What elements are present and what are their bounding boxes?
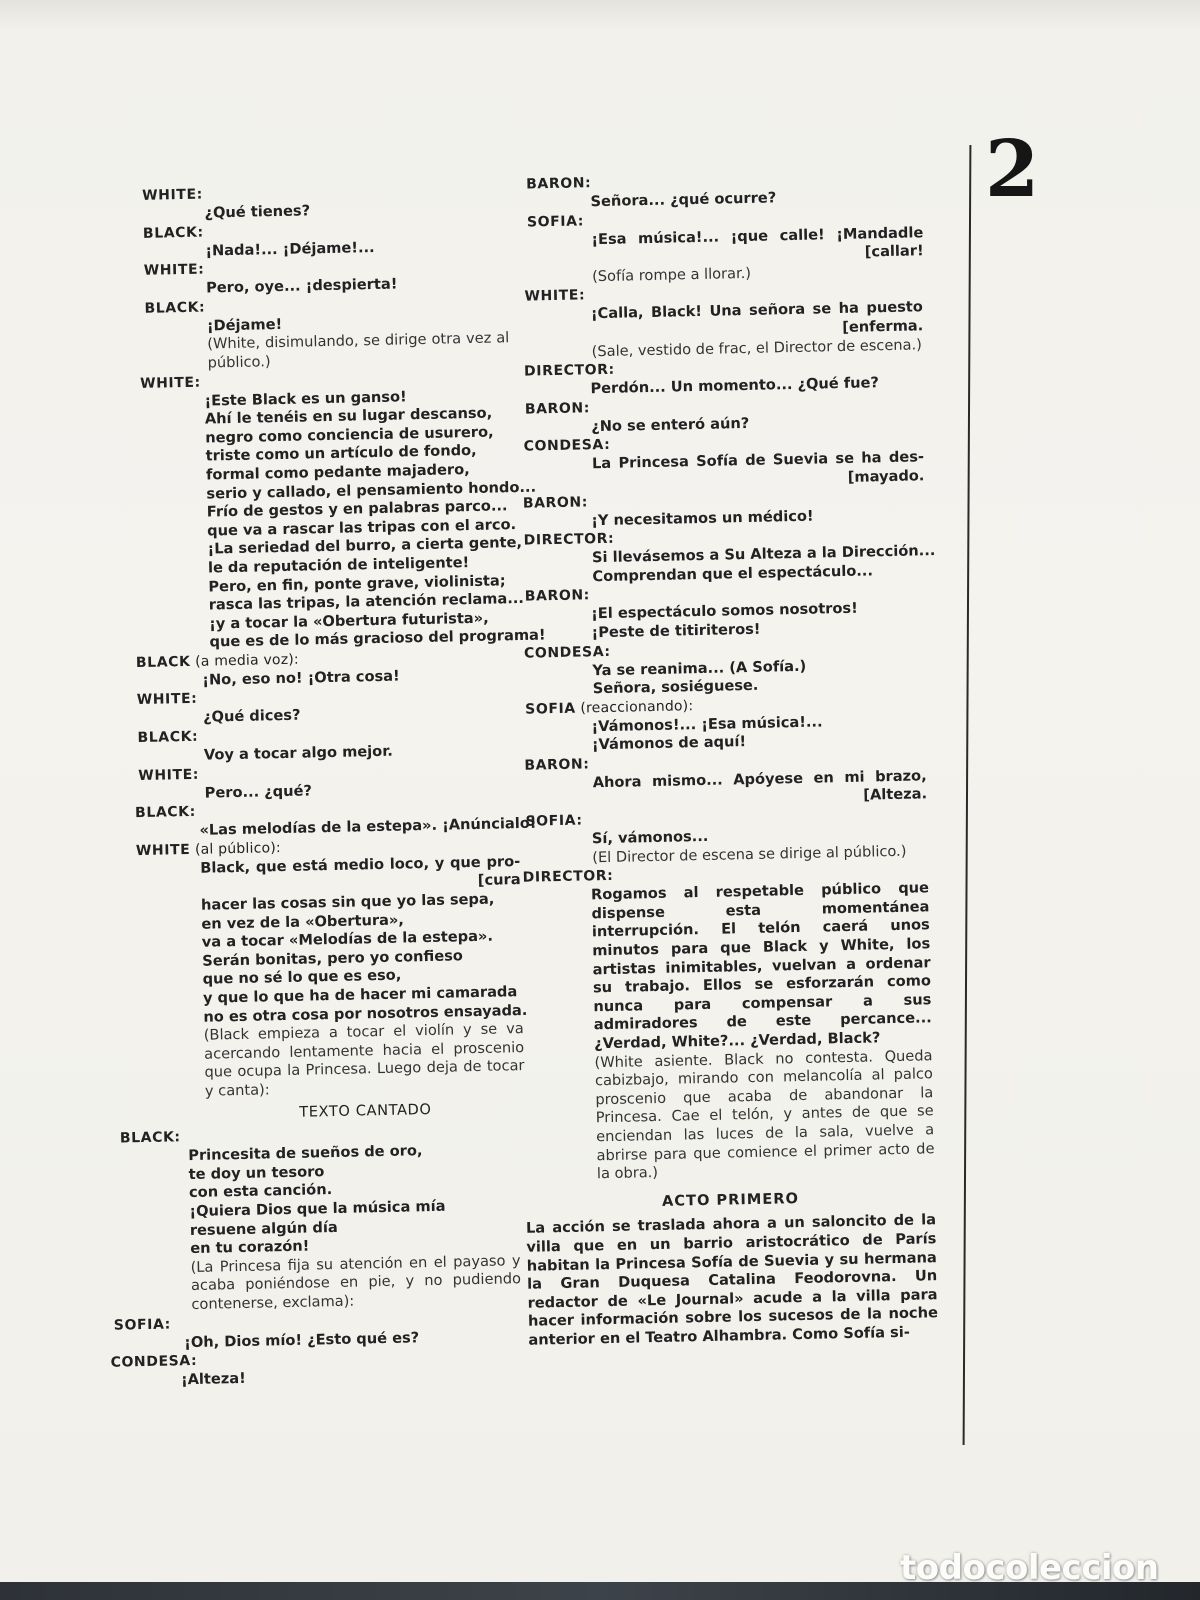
dialogue-line: que va a rascar las tripas con el arco. — [207, 515, 517, 540]
dialogue-line: Pero, en fin, ponte grave, violinista; — [208, 571, 506, 596]
stage-direction: (Sale, vestido de frac, el Director de escena.) — [591, 335, 923, 360]
dialogue-line: va a tocar «Melodías de la estepa». — [201, 927, 494, 951]
speaker-name: BLACK: — [144, 299, 206, 317]
dialogue-line: ¡Vámonos de aquí! — [591, 733, 747, 754]
dialogue-line: te doy un tesoro — [188, 1162, 325, 1183]
page-number: 2 — [985, 124, 1040, 215]
speaker-name: BLACK: — [134, 804, 197, 822]
dialogue-line: triste como un artículo de fondo, — [205, 442, 477, 465]
dialogue-line: ¡y a tocar la «Obertura futurista», — [208, 609, 489, 633]
left-text-column — [86, 179, 546, 1391]
speaker-name: DIRECTOR: — [523, 530, 615, 549]
speaker-name: BLACK: — [142, 224, 204, 242]
act-heading: ACTO PRIMERO — [661, 1189, 800, 1210]
speaker-name: BARON: — [526, 175, 592, 193]
dialogue-line: ¡La seriedad del burro, a cierta gente, — [207, 534, 523, 558]
speaker-name: CONDESA: — [523, 643, 611, 662]
dialogue-line-continuation: [Alteza. — [863, 785, 928, 805]
stage-direction: (El Director de escena se dirige al público.) — [592, 842, 907, 866]
dialogue-line: Voy a tocar algo mejor. — [203, 742, 394, 764]
dialogue-line: Black, que está medio loco, y que pro- — [200, 852, 521, 877]
dialogue-line: Comprendan que el espectáculo... — [592, 562, 874, 585]
dialogue-line: resuene algún día — [189, 1218, 338, 1239]
stage-direction: (Black empieza a tocar el violín y se va acercando lentamente hacia el proscenio que ocupa la Princesa. Luego deja de tocar y canta): — [203, 1020, 525, 1100]
speaker-name: SOFIA: — [525, 812, 583, 830]
dialogue-line: serio y callado, el pensamiento hondo... — [206, 478, 537, 503]
dialogue-line: formal como pedante majadero, — [205, 460, 470, 484]
dialogue-line: Ya se reanima... (A Sofía.) — [592, 657, 807, 679]
speaker-name: WHITE: — [138, 766, 200, 784]
watermark: todocoleccion — [900, 1548, 1159, 1588]
speaker-name: BLACK: — [137, 728, 199, 747]
right-text-column — [504, 167, 967, 1350]
dialogue-line: ¡Este Black es un ganso! — [204, 387, 407, 410]
dialogue-line: con esta canción. — [188, 1181, 333, 1202]
dialogue-line: ¡El espectáculo somos nosotros! — [591, 600, 858, 623]
dialogue-line: ¡Y necesitamos un médico! — [591, 507, 814, 529]
dialogue-line: que es de lo más gracioso del programa! — [209, 626, 546, 651]
speaker-name: SOFIA: — [113, 1315, 172, 1334]
speaker-name: BLACK: — [119, 1129, 181, 1147]
dialogue-line-continuation: [enferma. — [842, 317, 924, 336]
speaker-name: BARON: — [524, 587, 591, 605]
dialogue-line: ¡Nada!... ¡Déjame!... — [205, 238, 375, 260]
speaker-name: WHITE: — [524, 287, 586, 305]
stage-direction: (Sofía rompe a llorar.) — [591, 264, 752, 285]
speaker-name: SOFIA: — [526, 212, 585, 231]
dialogue-line-continuation: [cura — [477, 871, 521, 890]
speaker-name: WHITE: — [136, 691, 198, 709]
speaker-name: BARON: — [524, 756, 590, 774]
dialogue-line: ¡Vámonos!... ¡Esa música!... — [591, 713, 823, 735]
speaker-name: CONDESA: — [523, 437, 611, 455]
dialogue-line: y que lo que ha de hacer mi camarada — [202, 983, 518, 1007]
dialogue-line: en tu corazón! — [190, 1237, 310, 1258]
dialogue-line: ¡Quiera Dios que la música mía — [189, 1197, 446, 1220]
speaker-direction: (reaccionando): — [575, 697, 694, 717]
speaker-name: WHITE: — [139, 374, 201, 392]
dialogue-line: ¿Qué tienes? — [204, 202, 311, 222]
dialogue-line: ¡No, eso no! ¡Otra cosa! — [202, 667, 400, 689]
dialogue-line: ¡Peste de titiriteros! — [591, 620, 761, 642]
dialogue-line: Sí, vámonos... — [591, 827, 709, 848]
speaker-name: BARON: — [522, 493, 589, 512]
stage-direction: (La Princesa fija su atención en el payaso y acaba poniéndose en pie, y no pudiendo contenerse, exclama): — [190, 1251, 522, 1313]
paragraph: La acción se traslada ahora a un saloncito de la villa que en un barrio aristocrático de París habitan la Princesa Sofía de Suevia y su hermana la Gran Duquesa Catalina Feodorovna. Un redactor de «Le Journal» acude a la villa para hacer información sobre los sucesos de la noche anterior en el Teatro Alhambra. Como Sofía si- — [525, 1211, 939, 1349]
speaker-name: BARON: — [524, 400, 591, 418]
speaker-name: SOFIA — [525, 700, 576, 718]
section-heading: TEXTO CANTADO — [299, 1100, 432, 1121]
dialogue-line: Si llevásemos a Su Alteza a la Dirección... — [591, 542, 936, 567]
page-top-fold — [0, 0, 1200, 30]
speaker-direction: (a media voz): — [190, 651, 300, 670]
stage-direction: (White, disimulando, se dirige otra vez al público.) — [207, 329, 510, 372]
speaker-name: WHITE: — [142, 186, 204, 204]
stage-direction: (White asiente. Black no contesta. Queda cabizbajo, mirando con melancolía al palco proscenio que acaba de abandonar la Princesa. Cae el telón, y antes de que se enciendan las luces de la sala, vuelve a abrirse para que comience el primer acto de la obra.) — [594, 1046, 935, 1183]
dialogue-line: Señora... ¿qué ocurre? — [590, 189, 777, 211]
dialogue-line: ¡Déjame! — [206, 315, 283, 335]
dialogue-line: Pero, oye... ¡despierta! — [205, 275, 398, 297]
dialogue-line: ¿Qué dices? — [202, 707, 301, 727]
dialogue-line: Señora, sosiéguese. — [592, 676, 759, 698]
speaker-name: DIRECTOR: — [522, 868, 614, 887]
dialogue-line: le da reputación de inteligente! — [207, 553, 470, 577]
dialogue-line: ¿No se enteró aún? — [591, 414, 750, 435]
dialogue-line: ¡Calla, Black! Una señora se ha puesto — [590, 298, 924, 323]
dialogue-line: Pero... ¿qué? — [204, 782, 313, 802]
dialogue-line: ¡Alteza! — [180, 1370, 246, 1389]
dialogue-line: rasca las tripas, la atención reclama... — [208, 590, 525, 614]
dialogue-line-continuation: [mayado. — [847, 467, 925, 486]
speaker-name: WHITE: — [143, 261, 205, 279]
dialogue-line: Perdón... Un momento... ¿Qué fue? — [590, 374, 880, 398]
dialogue-line: La Princesa Sofía de Suevia se ha des- — [591, 448, 925, 473]
dialogue-line: hacer las cosas sin que yo las sepa, — [200, 890, 495, 914]
dialogue-line: «Las melodías de la estepa». ¡Anúncialo! — [199, 814, 537, 840]
dialogue-line-continuation: [callar! — [864, 242, 924, 261]
dialogue-line: ¡Oh, Dios mío! ¿Esto qué es? — [184, 1328, 420, 1351]
vertical-rule — [963, 145, 972, 1445]
paragraph: Rogamos al respetable público que dispense esta momentánea interrupción. El telón caerá unos minutos para que Black y White, los artistas inimitables, vuelvan a ordenar su trabajo. Ellos se esforzarán como nunca para compensar a sus admiradores de este percance... ¿Verdad, White?... ¿Verdad, Black? — [590, 879, 932, 1053]
dialogue-line: negro como conciencia de usurero, — [205, 423, 494, 447]
speaker-name: WHITE — [135, 841, 191, 859]
dialogue-line: ¡Esa música!... ¡que calle! ¡Mandadle — [591, 223, 924, 248]
dialogue-line: no es otra cosa por nosotros ensayada. — [203, 1001, 528, 1026]
dialogue-line: Ahora mismo... Apóyese en mi brazo, — [592, 767, 927, 792]
dialogue-line: Princesita de sueños de oro, — [188, 1142, 423, 1165]
dialogue-line: Ahí le tenéis en su lugar descanso, — [204, 404, 493, 428]
dialogue-line: en vez de la «Obertura», — [201, 911, 405, 933]
dialogue-line: Serán bonitas, pero yo confieso — [202, 947, 464, 970]
dialogue-line: que no sé lo que es eso, — [202, 966, 402, 989]
speaker-direction: (al público): — [190, 839, 282, 858]
speaker-name: BLACK — [135, 653, 191, 671]
speaker-name: CONDESA: — [110, 1353, 198, 1371]
speaker-name: DIRECTOR: — [523, 361, 615, 380]
dialogue-line: Frío de gestos y en palabras parco... — [206, 497, 508, 521]
